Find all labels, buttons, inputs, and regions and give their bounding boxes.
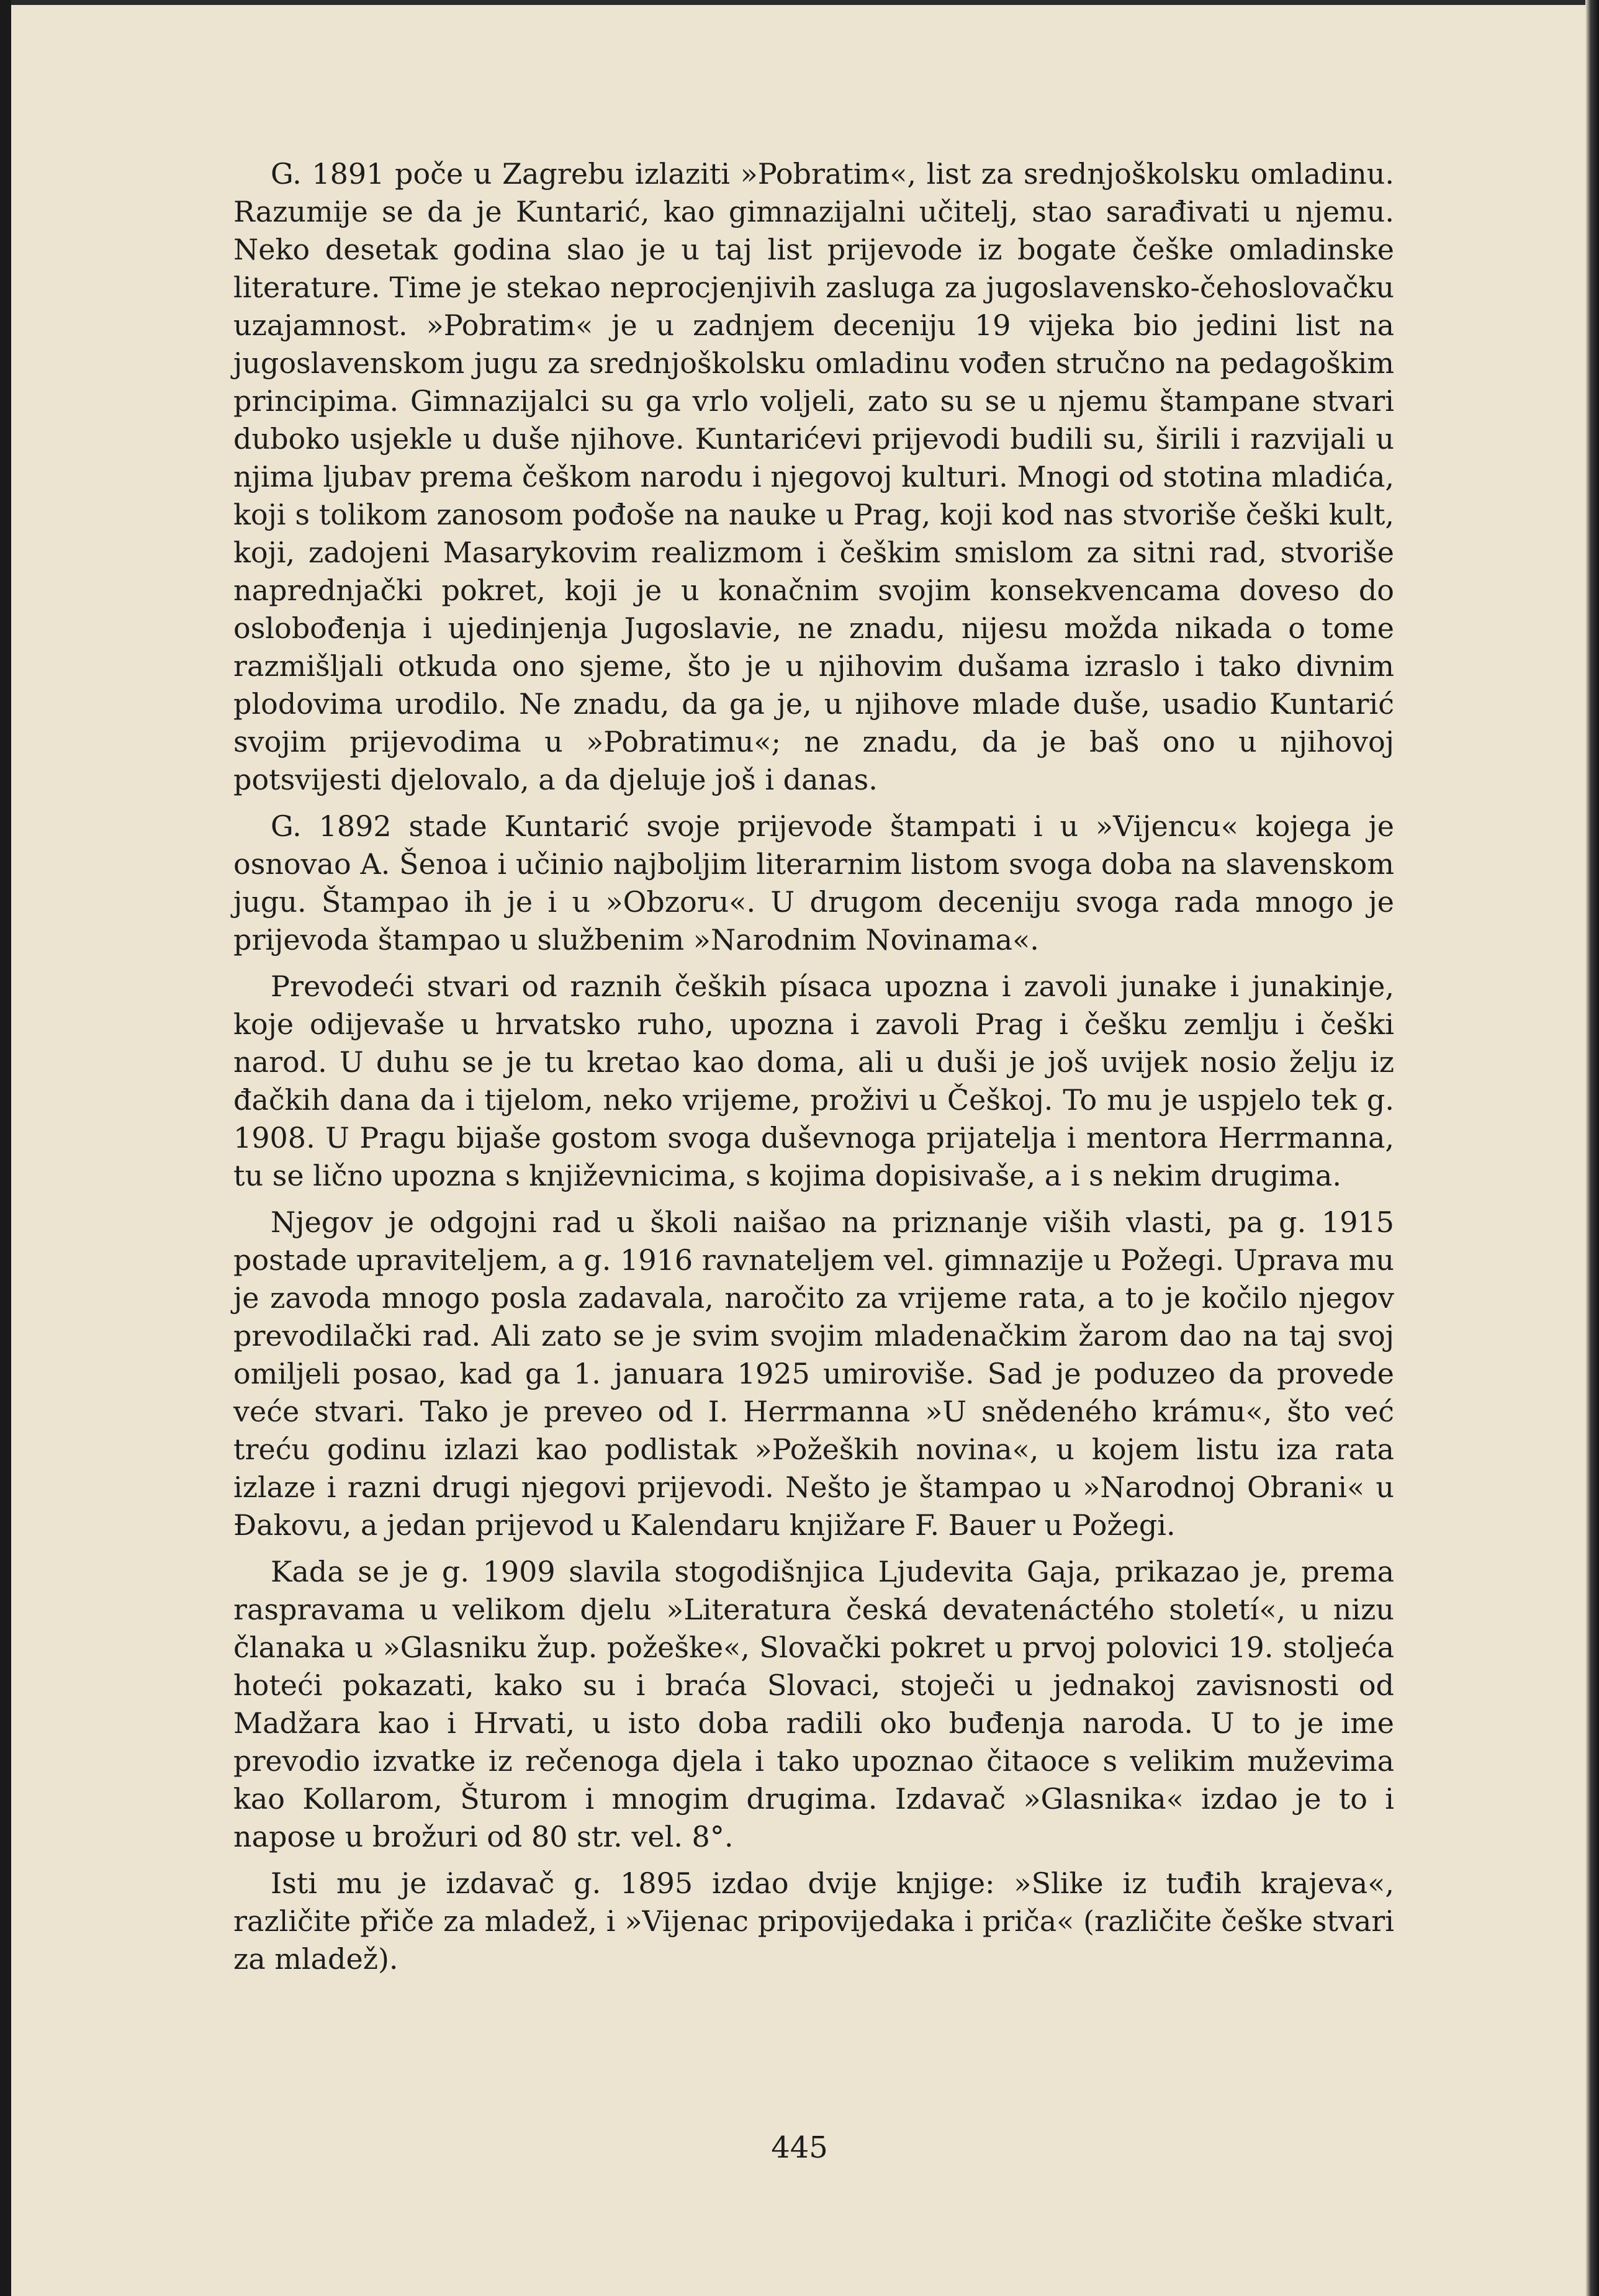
scan-right-edge xyxy=(1585,0,1599,2296)
scan-top-edge xyxy=(0,0,1599,5)
paragraph-2: G. 1892 stade Kuntarić svoje prijevode štampati i u »Vijencu« kojega je osnovao A. Šenoa i učinio najboljim literarnim listom svoga doba na slavenskom jugu. Štampao ih je i u »Obzoru«. U drugom deceniju svoga rada mnogo je prijevoda štampao u službenim »Narodnim Novinama«. xyxy=(233,809,1394,957)
paragraph-1: G. 1891 poče u Zagrebu izlaziti »Pobratim«, list za srednjoškolsku omladinu. Razumije se da je Kuntarić, kao gimnazijalni učitelj, stao sarađivati u njemu. Neko desetak godina slao je u taj list prijevode iz bogate češke omladinske literature. Time je stekao neprocjenjivih zasluga za jugoslavensko-čehoslovačku uzajamnost. »Pobratim« je u zadnjem deceniju 19 vijeka bio jedini list na jugoslavenskom jugu za srednjoškolsku omladinu vođen stručno na pedagoškim principima. Gimnazijalci su ga vrlo voljeli, zato su se u njemu štampane stvari duboko usjekle u duše njihove. Kuntarićevi prijevodi budili su, širili i razvijali u njima ljubav prema češkom narodu i njegovoj kulturi. Mnogi od stotina mladića, koji s tolikom zanosom pođoše na nauke u Prag, koji kod nas stvoriše češki kult, koji, zadojeni Masarykovim realizmom i češkim smislom za sitni rad, stvoriše naprednjački pokret, koji je u konačnim svojim konsekvencama doveso do oslobođenja i ujedinjenja Jugoslavie, ne znadu, nijesu možda nikada o tome razmišljali otkuda ono sjeme, što je u njihovim dušama izraslo i tako divnim plodovima urodilo. Ne znadu, da ga je, u njihove mlade duše, usadio Kuntarić svojim prijevodima u »Pobratimu«; ne znadu, da je baš ono u njihovoj potsvijesti djelovalo, a da djeluje još i danas. xyxy=(233,157,1394,796)
paragraph-3: Prevodeći stvari od raznih čeških písaca upozna i zavoli junake i junakinje, koje odijevaše u hrvatsko ruho, upozna i zavoli Prag i češku zemlju i češki narod. U duhu se je tu kretao kao doma, ali u duši je još uvijek nosio želju iz đačkih dana da i tijelom, neko vrijeme, proživi u Češkoj. To mu je uspjelo tek g. 1908. U Pragu bijaše gostom svoga duševnoga prijatelja i mentora Herrmanna, tu se lično upozna s književnicima, s kojima dopisivaše, a i s nekim drugima. xyxy=(233,970,1394,1192)
paragraph-5: Kada se je g. 1909 slavila stogodišnjica Ljudevita Gaja, prikazao je, prema raspravama u velikom djelu »Literatura česká devatenáctého století«, u nizu članaka u »Glasniku žup. požeške«, Slovački pokret u prvoj polovici 19. stoljeća hoteći pokazati, kako su i braća Slovaci, stoječi u jednakoj zavisnosti od Madžara kao i Hrvati, u isto doba radili oko buđenja naroda. U to je ime prevodio izvatke iz rečenoga djela i tako upoznao čitaoce s velikim muževima kao Kollarom, Šturom i mnogim drugima. Izdavač »Glasnika« izdao je to i napose u brožuri od 80 str. vel. 8°. xyxy=(233,1555,1394,1853)
paragraph-6: Isti mu je izdavač g. 1895 izdao dvije knjige: »Slike iz tuđih krajeva«, različite přiče za mladež, i »Vijenac pripovijedaka i priča« (različite češke stvari za mladež). xyxy=(233,1866,1394,1976)
page-number: 445 xyxy=(771,2130,828,2165)
paragraph-4: Njegov je odgojni rad u školi naišao na priznanje viših vlasti, pa g. 1915 postade upraviteljem, a g. 1916 ravnateljem vel. gimnazije u Požegi. Uprava mu je zavoda mnogo posla zadavala, naročito za vrijeme rata, a to je kočilo njegov prevodilački rad. Ali zato se je svim svojim mladenačkim žarom dao na taj svoj omiljeli posao, kad ga 1. januara 1925 umiroviše. Sad je poduzeo da provede veće stvari. Tako je preveo od I. Herrmanna »U snědeného krámu«, što već treću godinu izlazi kao podlistak »Požeških novina«, u kojem listu iza rata izlaze i razni drugi njegovi prijevodi. Nešto je štampao u »Narodnoj Obrani« u Đakovu, a jedan prijevod u Kalendaru knjižare F. Bauer u Požegi. xyxy=(233,1205,1394,1542)
scan-left-edge xyxy=(0,0,11,2296)
body-text xyxy=(233,155,1394,1987)
